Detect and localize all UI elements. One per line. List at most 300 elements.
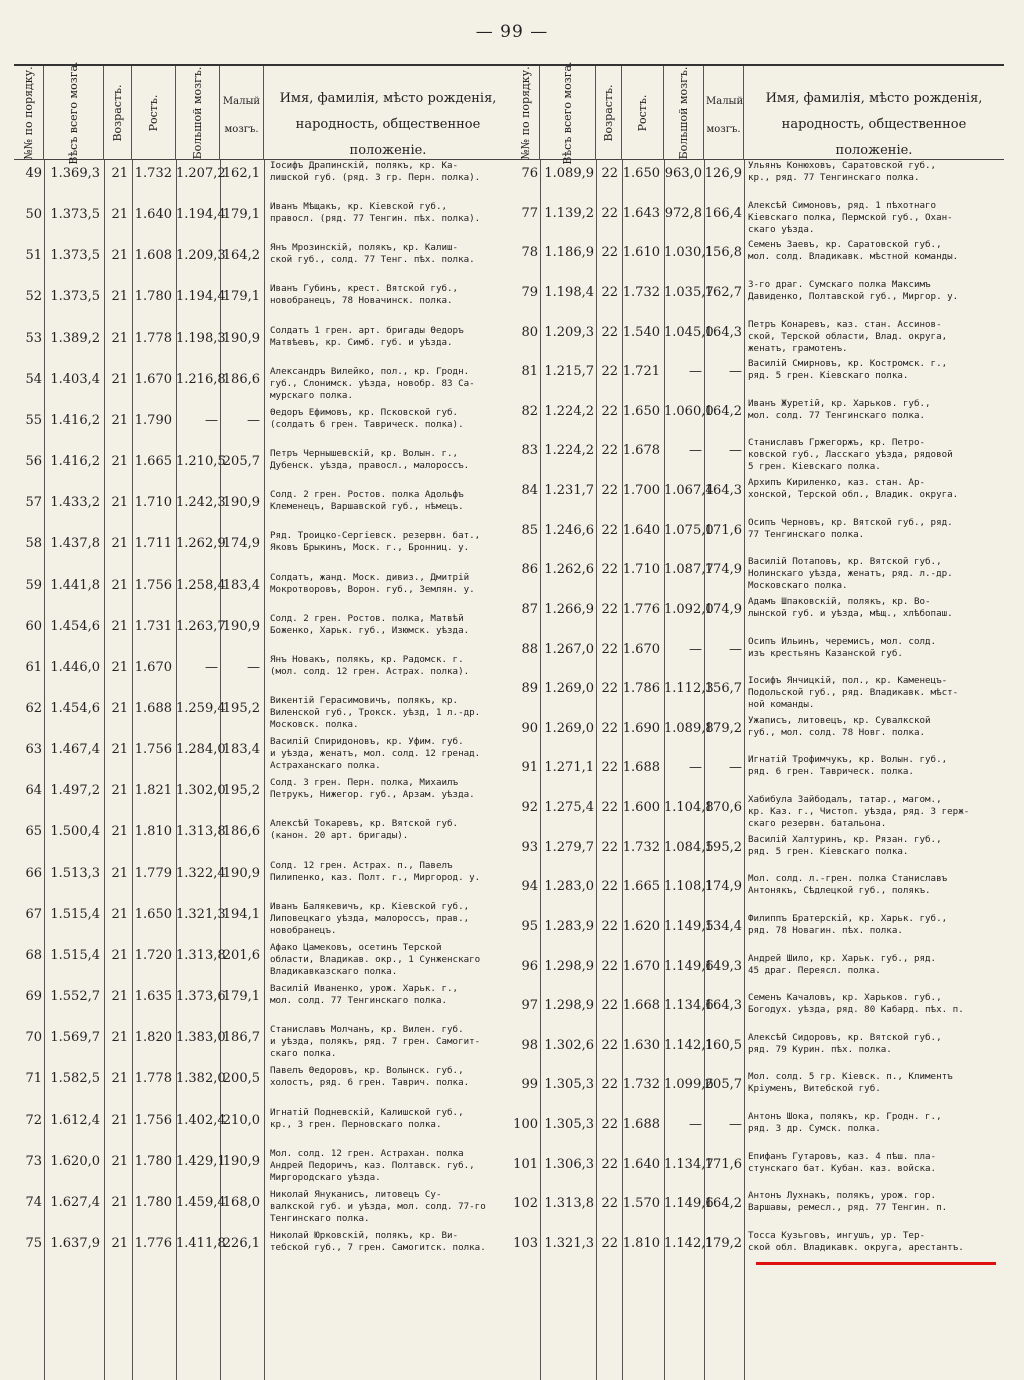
description-line: Епифанъ Гутаровъ, каз. 4 пѣш. пла- <box>748 1150 937 1162</box>
description-line: Петръ Чернышевскій, кр. Волын. г., <box>270 448 459 460</box>
cell-no: 95 <box>521 918 538 934</box>
cell-weight: 1.306,3 <box>544 1156 594 1172</box>
description-line: стунскаго бат. Кубан. каз. войска. <box>748 1162 937 1174</box>
description-line: 45 драг. Переясл. полка. <box>748 964 881 976</box>
cell-age: 21 <box>111 659 128 675</box>
cell-description <box>748 398 931 422</box>
cell-age: 21 <box>111 1030 128 1046</box>
description-line: лынской губ. и уѣзда, мѣщ., хлѣбопаш. <box>748 607 953 619</box>
cell-small: 194,1 <box>222 906 260 922</box>
cell-height: 1.720 <box>134 947 172 963</box>
cell-big: 1.383,0 <box>176 1030 226 1046</box>
cell-weight: 1.215,7 <box>544 364 594 380</box>
cell-big: 1.035,7 <box>664 284 714 300</box>
description-line: Нолинскаго уѣзда, женатъ, ряд. л.-др. <box>748 568 953 580</box>
cell-description <box>270 1107 464 1131</box>
description-line: Алексѣй Токаревъ, кр. Вятской губ. <box>270 818 459 830</box>
cell-height: 1.650 <box>622 166 660 181</box>
cell-big: — <box>689 760 702 776</box>
cell-weight: 1.369,3 <box>50 166 100 181</box>
cell-height: 1.732 <box>134 166 172 181</box>
cell-age: 22 <box>601 1196 618 1212</box>
header-description: Имя, фамилія, мѣсто рожденія, народность, общественное положеніе. <box>765 91 983 158</box>
cell-height: 1.688 <box>134 701 172 716</box>
cell-small: 186,6 <box>222 824 260 840</box>
cell-no: 51 <box>25 248 42 264</box>
cell-no: 64 <box>25 783 42 799</box>
cell-age: 22 <box>601 284 618 300</box>
cell-no: 71 <box>25 1071 42 1087</box>
cell-small: 149,3 <box>704 958 742 974</box>
description-line: Станиславъ Молчанъ, кр. Вилен. губ. <box>270 1024 464 1036</box>
cell-description <box>748 358 947 382</box>
cell-no: 77 <box>521 205 538 221</box>
description-line: мурскаго полка. <box>270 389 353 401</box>
cell-big: 1.373,6 <box>176 989 226 1005</box>
cell-age: 21 <box>111 454 128 470</box>
description-line: Андрей Педоричъ, каз. Полтавск. губ., <box>270 1159 475 1171</box>
cell-no: 91 <box>521 760 538 776</box>
cell-weight: 1.467,4 <box>50 742 100 758</box>
cell-no: 85 <box>521 522 538 538</box>
cell-description <box>748 794 969 830</box>
description-line: 3-го драг. Сумскаго полка Максимъ <box>748 278 931 290</box>
description-line: Петръ Конаревъ, каз. стан. Ассинов- <box>748 318 942 330</box>
cell-description <box>270 654 469 678</box>
cell-age: 22 <box>601 641 618 657</box>
cell-no: 76 <box>521 166 538 181</box>
cell-no: 57 <box>25 495 42 511</box>
header-cerebrum: Большой мозгъ. <box>176 66 220 160</box>
cell-description <box>748 517 953 541</box>
cell-height: 1.821 <box>134 783 172 799</box>
cell-small: 168,0 <box>222 1194 260 1210</box>
cell-weight: 1.582,5 <box>50 1071 100 1087</box>
description-line: хонской, Терской обл., Владик. округа. <box>748 489 959 501</box>
description-line: Иванъ Журетій, кр. Харьков. губ., <box>748 397 931 409</box>
cell-height: 1.665 <box>622 879 660 895</box>
cell-big: 963,0 <box>664 166 702 181</box>
cell-no: 99 <box>521 1077 538 1093</box>
cell-height: 1.540 <box>622 324 660 340</box>
cell-big: 1.216,8 <box>176 371 226 387</box>
cell-weight: 1.515,4 <box>50 947 100 963</box>
cell-weight: 1.497,2 <box>50 783 100 799</box>
cell-description <box>270 818 458 842</box>
description-line: (солдатъ 6 грен. Таврическ. полка). <box>270 418 464 430</box>
right-table <box>512 61 1004 1380</box>
cell-height: 1.776 <box>622 601 660 617</box>
cell-weight: 1.271,1 <box>544 760 594 776</box>
cell-big: 1.258,4 <box>176 577 226 593</box>
cell-no: 58 <box>25 536 42 552</box>
description-line: кр., 3 грен. Перновскаго полка. <box>270 1118 442 1130</box>
cell-description <box>270 777 475 801</box>
left-table-body <box>14 160 512 1380</box>
cell-age: 21 <box>111 947 128 963</box>
description-line: мол. солд. 77 Тенгинскаго полка. <box>270 995 448 1007</box>
cell-age: 21 <box>111 207 128 223</box>
cell-weight: 1.620,0 <box>50 1153 100 1169</box>
cell-no: 93 <box>521 839 538 855</box>
description-line: ковской губ., Ласскаго уѣзда, рядовой <box>748 449 953 461</box>
cell-age: 21 <box>111 248 128 264</box>
cell-big: 1.104,8 <box>664 800 714 816</box>
cell-description <box>748 1071 953 1095</box>
description-line: Яковъ Брыкинъ, Моск. г., Бронниц. у. <box>270 542 470 554</box>
cell-big: 1.402,4 <box>176 1112 226 1128</box>
cell-height: 1.790 <box>134 412 172 428</box>
cell-weight: 1.552,7 <box>50 989 100 1005</box>
cell-small: 164,3 <box>704 324 742 340</box>
cell-height: 1.710 <box>134 495 172 511</box>
cell-age: 21 <box>111 289 128 305</box>
cell-big: 972,8 <box>664 205 702 221</box>
description-line: холостъ, ряд. 6 грен. Таврич. полка. <box>270 1077 470 1089</box>
cell-weight: 1.373,5 <box>50 248 100 264</box>
cell-description <box>748 200 953 236</box>
cell-no: 86 <box>521 562 538 578</box>
cell-height: 1.610 <box>622 245 660 261</box>
description-line: ской губ., солд. 77 Тенг. пѣх. полка. <box>270 254 475 266</box>
description-line: скаго резервн. батальона. <box>748 818 887 830</box>
description-line: Кіевскаго полка, Пермской губ., Охан- <box>748 211 953 223</box>
description-line: Мол. солд. л.-грен. полка Станиславъ <box>748 873 948 885</box>
description-line: Липовецкаго уѣзда, малороссъ, прав., <box>270 912 470 924</box>
cell-description <box>270 366 475 402</box>
cell-description <box>270 736 480 772</box>
cell-age: 22 <box>601 601 618 617</box>
cell-small: 166,4 <box>704 205 742 221</box>
description-line: ряд. 5 грен. Кіевскаго полка. <box>748 370 909 382</box>
cell-height: 1.570 <box>622 1196 660 1212</box>
cell-weight: 1.313,8 <box>544 1196 594 1212</box>
cell-age: 21 <box>111 536 128 552</box>
cell-no: 62 <box>25 701 42 716</box>
cell-age: 21 <box>111 824 128 840</box>
cell-height: 1.756 <box>134 742 172 758</box>
description-line: Кріуменъ, Витебской губ. <box>748 1083 881 1095</box>
cell-height: 1.630 <box>622 1037 660 1053</box>
cell-age: 22 <box>601 720 618 736</box>
cell-age: 21 <box>111 577 128 593</box>
cell-small: 179,1 <box>222 289 260 305</box>
cell-height: 1.721 <box>622 364 660 380</box>
description-line: Василій Смирновъ, кр. Костромск. г., <box>748 358 948 370</box>
header-cerebellum: Малый мозгъ. <box>704 66 744 160</box>
cell-height: 1.668 <box>622 998 660 1014</box>
cell-height: 1.732 <box>622 1077 660 1093</box>
description-line: Филиппъ Братерскій, кр. Харьк. губ., <box>748 912 948 924</box>
description-line: Мол. солд. 12 грен. Астрахан. полка <box>270 1147 464 1159</box>
cell-weight: 1.186,9 <box>544 245 594 261</box>
cell-no: 67 <box>25 906 42 922</box>
description-line: Александръ Вилейко, пол., кр. Гродн. <box>270 365 470 377</box>
cell-height: 1.710 <box>622 562 660 578</box>
description-line: Осипъ Черновъ, кр. Вятской губ., ряд. <box>748 516 953 528</box>
cell-weight: 1.389,2 <box>50 330 100 346</box>
cell-small: — <box>729 1117 742 1133</box>
cell-small: 164,2 <box>704 1196 742 1212</box>
cell-height: 1.690 <box>622 720 660 736</box>
description-line: Боженко, Харьк. губ., Изюмск. уѣзда. <box>270 624 470 636</box>
cell-no: 97 <box>521 998 538 1014</box>
description-line: Андрей Шило, кр. Харьк. губ., ряд. <box>748 952 937 964</box>
description-line: ряд. 3 др. Сумск. полка. <box>748 1123 881 1135</box>
cell-weight: 1.373,5 <box>50 207 100 223</box>
header-description: Имя, фамилія, мѣсто рожденія, народность, общественное положеніе. <box>279 91 497 158</box>
description-line: ряд. 79 Курин. пѣх. полка. <box>748 1043 892 1055</box>
cell-age: 22 <box>601 205 618 221</box>
cell-weight: 1.266,9 <box>544 601 594 617</box>
cell-small: 179,2 <box>704 1236 742 1251</box>
description-line: Афако Цамековъ, осетинъ Терской <box>270 941 442 953</box>
cell-no: 83 <box>521 443 538 459</box>
cell-no: 55 <box>25 412 42 428</box>
cell-height: 1.756 <box>134 577 172 593</box>
description-line: Викентій Герасимовичъ, полякъ, кр. <box>270 695 459 706</box>
cell-small: 210,0 <box>222 1112 260 1128</box>
cell-no: 98 <box>521 1037 538 1053</box>
cell-description <box>748 477 958 501</box>
cell-small: 205,7 <box>222 454 260 470</box>
cell-description <box>270 201 480 225</box>
header-cerebrum: Большой мозгъ. <box>664 66 704 160</box>
cell-no: 74 <box>25 1194 42 1210</box>
cell-height: 1.640 <box>622 1156 660 1172</box>
cell-age: 22 <box>601 1037 618 1053</box>
cell-weight: 1.302,6 <box>544 1037 594 1053</box>
cell-description <box>270 407 464 431</box>
column-rule <box>744 160 745 1380</box>
description-line: новобранецъ. <box>270 924 337 936</box>
cell-height: 1.688 <box>622 1117 660 1133</box>
header-weight: Вѣсъ всего мозга. <box>540 66 596 160</box>
description-line: Московскаго полка. <box>748 580 848 592</box>
description-line: Антонъ Шока, полякъ, кр. Гродн. г., <box>748 1111 942 1123</box>
cell-big: 1.108,1 <box>664 879 714 895</box>
cell-small: — <box>729 760 742 776</box>
cell-big: — <box>689 641 702 657</box>
cell-small: 190,9 <box>222 495 260 511</box>
cell-weight: 1.139,2 <box>544 205 594 221</box>
description-line: Тосса Кузьговъ, ингушъ, ур. Тер- <box>748 1230 926 1241</box>
cell-description <box>748 754 947 778</box>
cell-height: 1.670 <box>134 659 172 675</box>
description-line: Василій Халтуринъ, кр. Рязан. губ., <box>748 833 942 845</box>
description-line: Астраханскаго полка. <box>270 760 381 772</box>
cell-big: 1.067,4 <box>664 483 714 499</box>
description-line: Павелъ Өедоровъ, кр. Волынск. губ., <box>270 1065 464 1077</box>
cell-big: 1.134,7 <box>664 1156 714 1172</box>
cell-weight: 1.089,9 <box>544 166 594 181</box>
cell-big: 1.198,3 <box>176 330 226 346</box>
cell-weight: 1.446,0 <box>50 659 100 675</box>
cell-small: 190,9 <box>222 865 260 881</box>
description-line: 77 Тенгинскаго полка. <box>748 528 865 540</box>
cell-description <box>270 448 469 472</box>
cell-no: 75 <box>25 1236 42 1251</box>
description-line: новобранецъ, 78 Новачинск. полка. <box>270 295 453 307</box>
cell-description <box>748 715 931 739</box>
cell-description <box>270 530 480 554</box>
description-line: губ., мол. солд. 78 Новг. полка. <box>748 726 926 738</box>
description-line: Владикавказскаго полка. <box>270 965 398 977</box>
cell-no: 49 <box>25 166 42 181</box>
cell-no: 102 <box>513 1196 538 1212</box>
cell-description <box>270 613 469 637</box>
cell-weight: 1.246,6 <box>544 522 594 538</box>
cell-description <box>748 675 958 711</box>
cell-big: — <box>205 659 218 675</box>
description-line: ской обл. Владикавк. округа, арестантъ. <box>748 1242 964 1253</box>
cell-big: — <box>689 443 702 459</box>
cell-big: 1.313,8 <box>176 947 226 963</box>
description-line: Семенъ Качаловъ, кр. Харьков. губ., <box>748 992 942 1004</box>
description-line: скаго полка. <box>270 1048 337 1060</box>
cell-big: 1.030,1 <box>664 245 714 261</box>
cell-no: 69 <box>25 989 42 1005</box>
cell-small: 164,3 <box>704 998 742 1014</box>
cell-small: 183,4 <box>222 742 260 758</box>
cell-small: 162,1 <box>222 166 260 181</box>
cell-small: 186,6 <box>222 371 260 387</box>
description-line: тебской губ., 7 грен. Самогитск. полка. <box>270 1242 486 1253</box>
cell-age: 21 <box>111 701 128 716</box>
cell-weight: 1.267,0 <box>544 641 594 657</box>
cell-no: 94 <box>521 879 538 895</box>
cell-age: 22 <box>601 839 618 855</box>
cell-big: 1.209,3 <box>176 248 226 264</box>
cell-big: 1.075,0 <box>664 522 714 538</box>
cell-small: 179,2 <box>704 720 742 736</box>
cell-small: 134,4 <box>704 918 742 934</box>
cell-no: 81 <box>521 364 538 380</box>
page-number: — 99 — <box>475 22 549 42</box>
description-line: Антонякъ, Сѣдлецкой губ., полякъ. <box>748 885 931 897</box>
cell-no: 50 <box>25 207 42 223</box>
cell-description <box>270 160 480 184</box>
cell-height: 1.731 <box>134 618 172 634</box>
cell-description <box>748 596 953 620</box>
cell-weight: 1.283,9 <box>544 918 594 934</box>
description-line: Клеменецъ, Варшавской губ., нѣмецъ. <box>270 501 464 513</box>
description-line: Матвѣевъ, кр. Симб. губ. и уѣзда. <box>270 336 453 348</box>
description-line: Давиденко, Полтавской губ., Миргор. у. <box>748 290 959 302</box>
cell-big: 1.149,5 <box>664 918 714 934</box>
description-line: скаго уѣзда. <box>748 223 815 235</box>
cell-height: 1.643 <box>622 205 660 221</box>
cell-weight: 1.269,0 <box>544 720 594 736</box>
cell-height: 1.810 <box>622 1236 660 1251</box>
cell-small: 179,1 <box>222 989 260 1005</box>
cell-description <box>748 834 942 858</box>
cell-big: 1.060,0 <box>664 403 714 419</box>
cell-weight: 1.454,6 <box>50 701 100 716</box>
description-line: Иванъ Балякевичъ, кр. Кіевской губ., <box>270 900 470 912</box>
description-line: ряд. 78 Новагин. пѣх. полка. <box>748 924 903 936</box>
cell-big: 1.142,1 <box>664 1236 714 1251</box>
cell-age: 22 <box>601 443 618 459</box>
header-age: Возрастъ. <box>104 66 132 160</box>
cell-age: 22 <box>601 879 618 895</box>
cell-weight: 1.262,6 <box>544 562 594 578</box>
cell-no: 53 <box>25 330 42 346</box>
header-no: №№ по порядку. <box>14 66 44 160</box>
cell-big: 1.429,1 <box>176 1153 226 1169</box>
cell-big: 1.262,9 <box>176 536 226 552</box>
cell-weight: 1.500,4 <box>50 824 100 840</box>
description-line: женатъ, грамотенъ. <box>748 342 848 354</box>
cell-big: — <box>205 412 218 428</box>
cell-description <box>748 636 936 660</box>
cell-big: 1.194,4 <box>176 207 226 223</box>
cell-big: 1.149,6 <box>664 1196 714 1212</box>
cell-weight: 1.437,8 <box>50 536 100 552</box>
description-line: Архипъ Кириленко, каз. стан. Ар- <box>748 477 926 489</box>
description-line: Іосифъ Драпинскій, полякъ, кр. Ка- <box>270 160 459 171</box>
description-line: Алексѣй Симоновъ, ряд. 1 пѣхотнаго <box>748 199 937 211</box>
cell-small: 156,7 <box>704 681 742 697</box>
cell-age: 21 <box>111 495 128 511</box>
cell-weight: 1.279,7 <box>544 839 594 855</box>
cell-description <box>748 160 936 184</box>
cell-weight: 1.269,0 <box>544 681 594 697</box>
description-line: ряд. 5 грен. Кіевскаго полка. <box>748 845 909 857</box>
description-line: Дубенск. уѣзда, правосл., малороссъ. <box>270 460 470 472</box>
cell-big: 1.112,3 <box>664 681 714 697</box>
cell-description <box>748 1230 964 1254</box>
cell-height: 1.635 <box>134 989 172 1005</box>
cell-small: 174,9 <box>704 562 742 578</box>
cell-description <box>270 325 464 349</box>
description-line: Иванъ Губинъ, крест. Вятской губ., <box>270 283 459 295</box>
left-table-header <box>14 61 512 165</box>
cell-small: 190,9 <box>222 330 260 346</box>
description-line: Солдатъ, жанд. Моск. дивиз., Дмитрій <box>270 571 470 583</box>
description-line: кр. Каз. г., Чистоп. уѣзда, ряд. 3 герж- <box>748 806 970 818</box>
cell-weight: 1.416,2 <box>50 454 100 470</box>
description-line: Богодух. уѣзда, ряд. 80 Кабард. пѣх. п. <box>748 1004 964 1016</box>
description-line: Игнатій Трофимчукъ, кр. Волын. губ., <box>748 754 948 766</box>
cell-description <box>270 1024 480 1060</box>
cell-small: 164,3 <box>704 483 742 499</box>
cell-age: 21 <box>111 166 128 181</box>
description-line: Янъ Мрозинскій, полякъ, кр. Калиш- <box>270 242 459 254</box>
cell-description <box>748 1190 947 1214</box>
cell-big: 1.321,3 <box>176 906 226 922</box>
cell-weight: 1.569,7 <box>50 1030 100 1046</box>
cell-description <box>748 953 936 977</box>
cell-description <box>748 556 953 592</box>
header-height: Ростъ. <box>132 66 176 160</box>
cell-small: 170,6 <box>704 800 742 816</box>
description-line: Семенъ Заевъ, кр. Саратовской губ., <box>748 239 942 251</box>
cell-big: 1.089,8 <box>664 720 714 736</box>
cell-no: 80 <box>521 324 538 340</box>
description-line: Янъ Новакъ, полякъ, кр. Радомск. г. <box>270 653 464 665</box>
cell-small: 195,2 <box>222 783 260 799</box>
cell-age: 21 <box>111 371 128 387</box>
description-line: Московск. полка. <box>270 719 359 730</box>
description-line: Виленской губ., Трокск. уѣзд, 1 л.-др. <box>270 707 481 718</box>
cell-description <box>270 489 464 513</box>
cell-no: 96 <box>521 958 538 974</box>
description-line: Хабибула Зайбодалъ, татар., магом., <box>748 794 942 806</box>
cell-height: 1.780 <box>134 1194 172 1210</box>
cell-age: 21 <box>111 1153 128 1169</box>
header-height: Ростъ. <box>622 66 664 160</box>
